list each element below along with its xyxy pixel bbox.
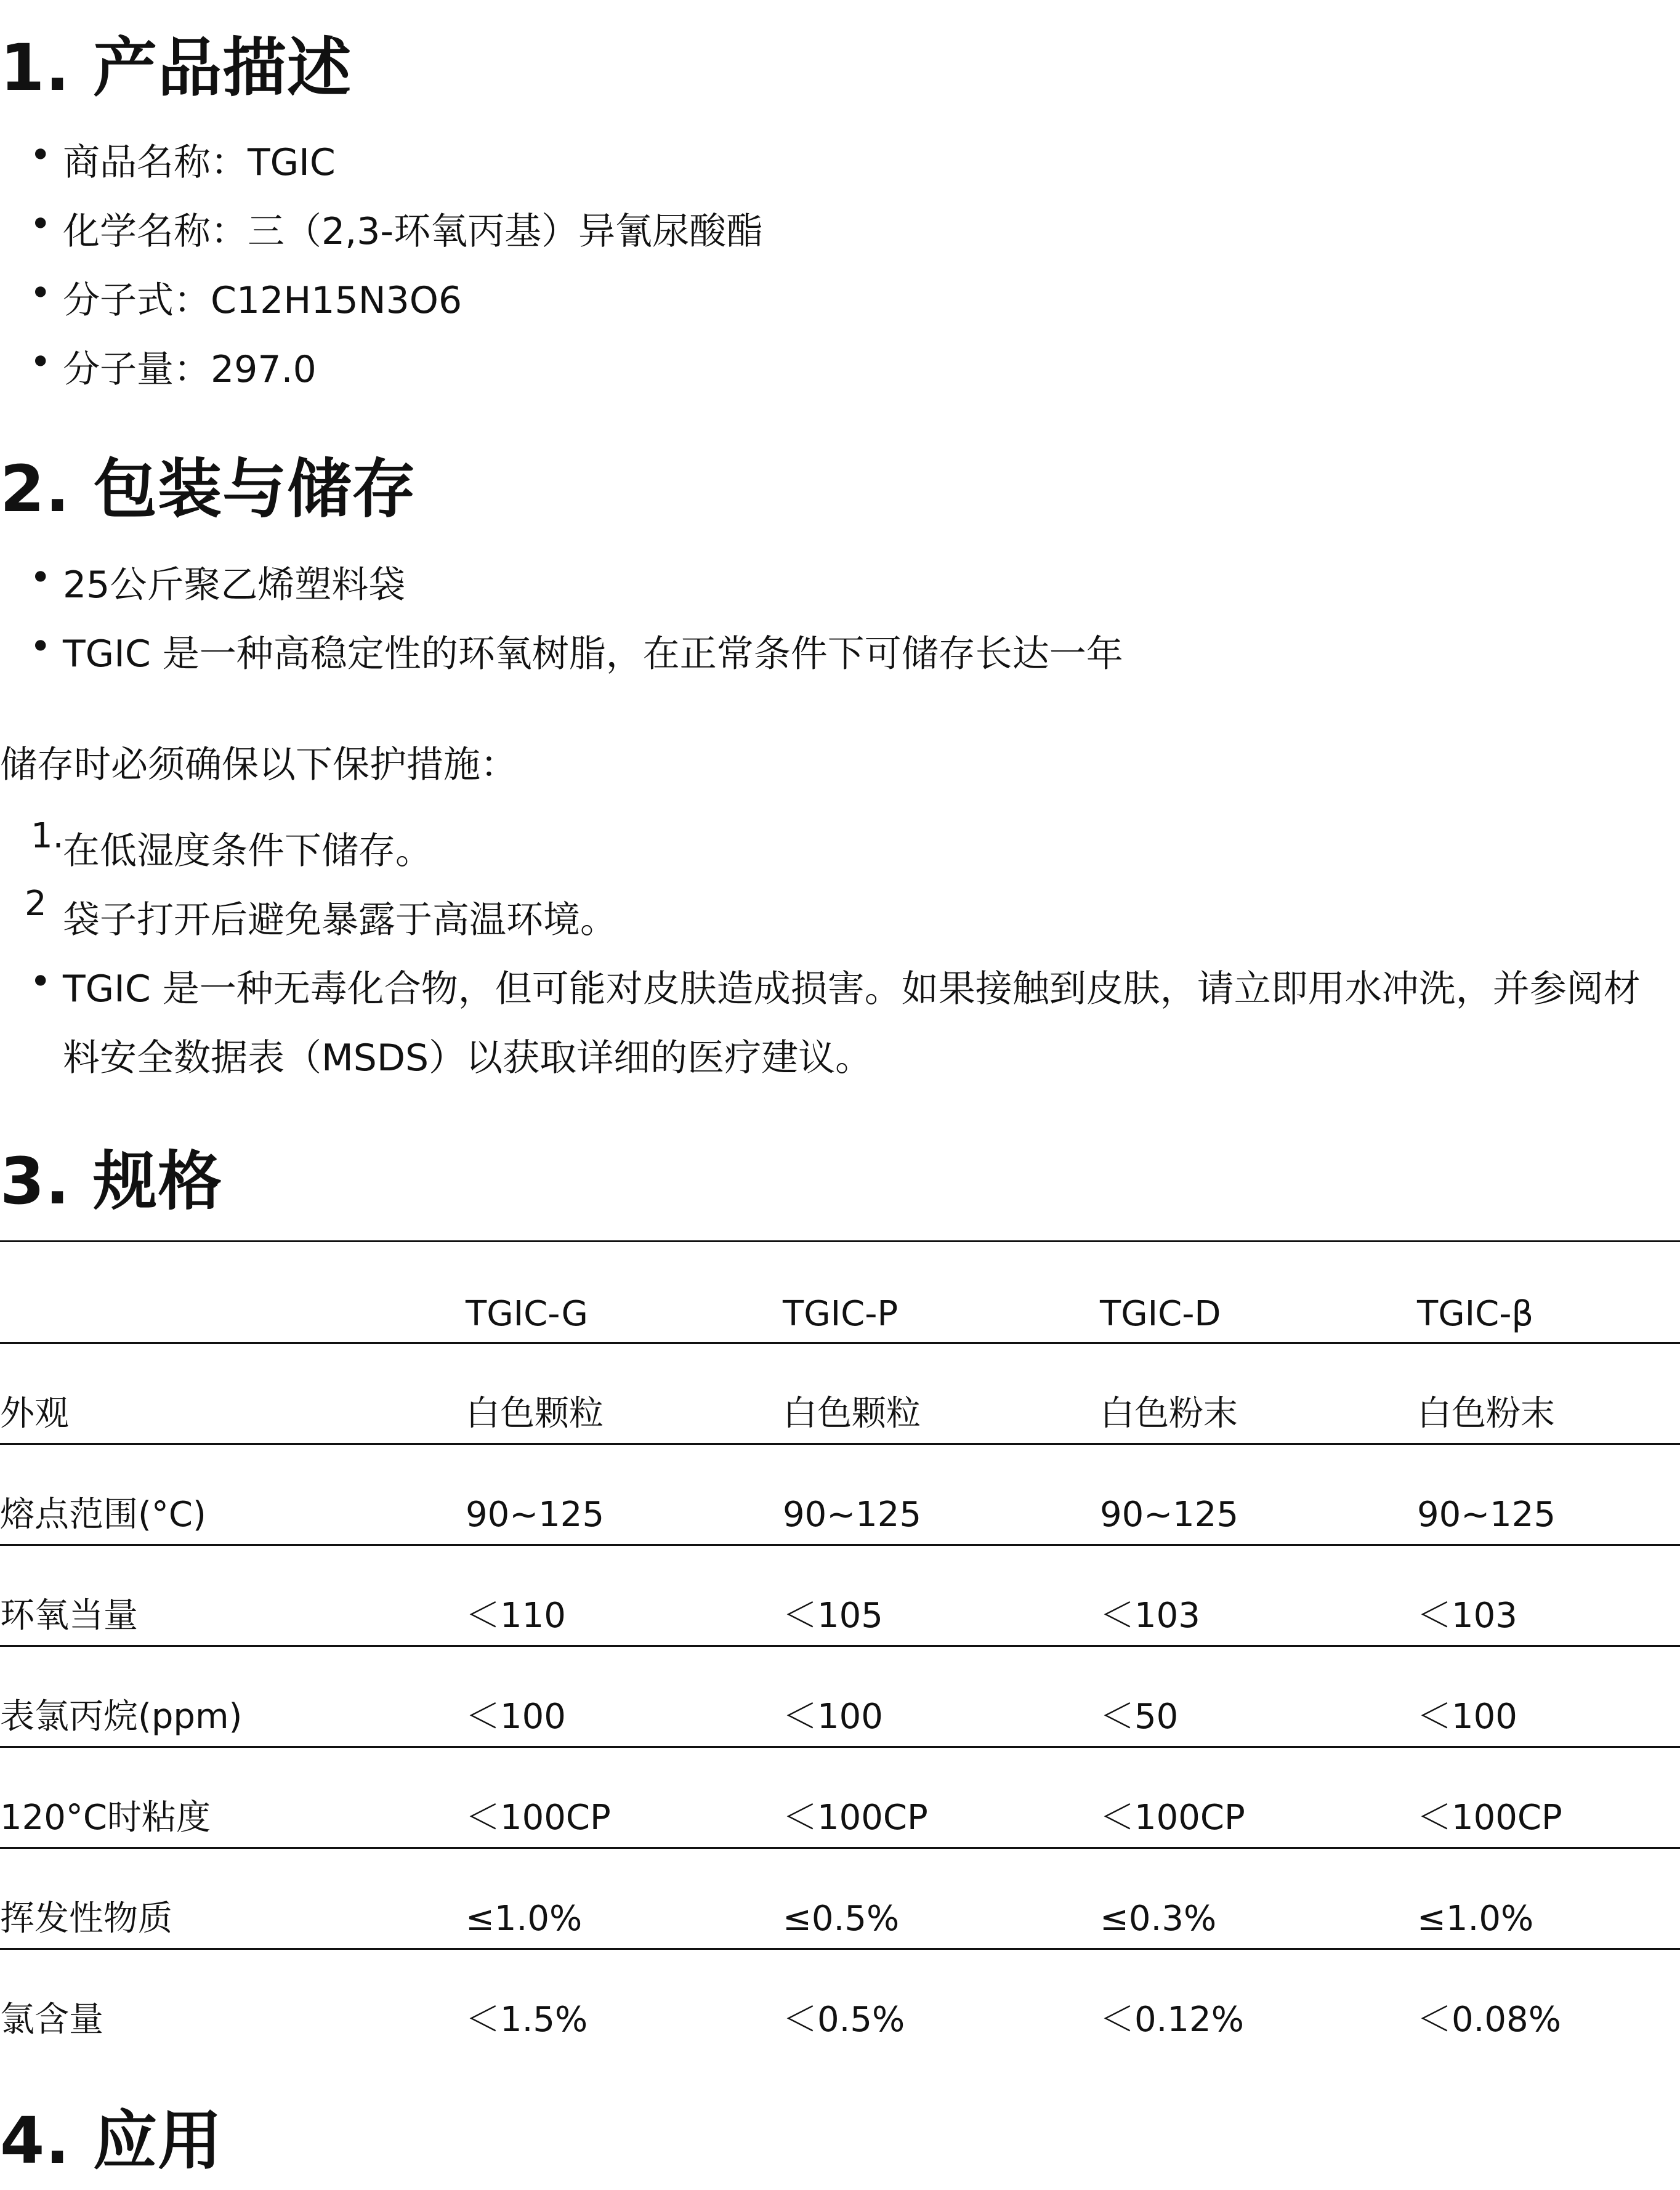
table-cell: ＜110 xyxy=(466,1596,566,1636)
table-cell: ≤1.0% xyxy=(466,1899,583,1939)
bullet-marker: • xyxy=(30,203,52,246)
table-cell: ＜100CP xyxy=(783,1798,928,1838)
storage-intro: 储存时必须确保以下保护措施： xyxy=(0,743,517,786)
table-cell: ＜100 xyxy=(783,1697,883,1737)
bullet-marker: • xyxy=(30,625,52,668)
section-heading-application: 4. 应用 xyxy=(0,2103,223,2178)
table-rule xyxy=(0,1544,1680,1546)
row-label: 表氯丙烷(ppm) xyxy=(0,1697,243,1737)
bullet-marker: • xyxy=(30,272,52,315)
description-item-weight: 分子量：297.0 xyxy=(63,348,317,391)
table-rule xyxy=(0,1240,1680,1242)
table-cell: ＜100 xyxy=(1417,1697,1517,1737)
table-cell: 白色粉末 xyxy=(1100,1394,1238,1434)
bullet-marker: • xyxy=(30,960,52,1003)
table-rule xyxy=(0,1948,1680,1950)
table-cell: ≤0.3% xyxy=(1100,1899,1217,1939)
table-cell: ＜1.5% xyxy=(466,2000,588,2040)
row-label: 熔点范围(°C) xyxy=(0,1495,206,1535)
table-rule xyxy=(0,1746,1680,1748)
table-cell: 90~125 xyxy=(783,1495,922,1535)
table-cell: ＜105 xyxy=(783,1596,883,1636)
packaging-item-bag: 25公斤聚乙烯塑料袋 xyxy=(63,564,406,607)
storage-step-heat: 袋子打开后避免暴露于高温环境。 xyxy=(63,899,617,942)
bullet-marker: • xyxy=(30,341,52,384)
table-cell: ＜100CP xyxy=(1100,1798,1245,1838)
step-marker: 1. xyxy=(31,816,64,856)
table-rule xyxy=(0,1443,1680,1445)
table-cell: ＜0.08% xyxy=(1417,2000,1561,2040)
bullet-marker: • xyxy=(30,556,52,599)
table-cell: ＜100 xyxy=(466,1697,566,1737)
description-item-formula: 分子式：C12H15N3O6 xyxy=(63,279,462,322)
table-rule xyxy=(0,1342,1680,1344)
table-cell: ＜0.5% xyxy=(783,2000,905,2040)
table-cell: ＜103 xyxy=(1100,1596,1200,1636)
row-label: 氯含量 xyxy=(0,2000,103,2040)
table-cell: ＜100CP xyxy=(466,1798,611,1838)
table-cell: 白色颗粒 xyxy=(783,1394,921,1434)
table-cell: 白色粉末 xyxy=(1417,1394,1555,1434)
step-marker: 2 xyxy=(25,884,47,924)
section-heading-packaging: 2. 包装与储存 xyxy=(0,451,417,527)
safety-note: TGIC 是一种无毒化合物，但可能对皮肤造成损害。如果接触到皮肤，请立即用水冲洗，并参阅材料安全数据表（MSDS）以获取详细的医疗建议。 xyxy=(63,968,1641,1080)
bullet-marker: • xyxy=(30,134,52,177)
row-label: 外观 xyxy=(0,1394,69,1434)
table-cell: ＜50 xyxy=(1100,1697,1179,1737)
description-item-name: 商品名称：TGIC xyxy=(63,141,336,184)
table-cell: ≤1.0% xyxy=(1417,1899,1534,1939)
table-cell: 90~125 xyxy=(466,1495,605,1535)
table-cell: 90~125 xyxy=(1417,1495,1556,1535)
table-cell: 90~125 xyxy=(1100,1495,1239,1535)
column-header: TGIC-D xyxy=(1100,1294,1221,1334)
column-header: TGIC-β xyxy=(1417,1294,1534,1334)
description-item-chemical: 化学名称：三（2,3-环氧丙基）异氰尿酸酯 xyxy=(63,210,764,253)
table-cell: 白色颗粒 xyxy=(466,1394,604,1434)
packaging-item-stability: TGIC 是一种高稳定性的环氧树脂，在正常条件下可储存长达一年 xyxy=(63,632,1123,676)
table-rule xyxy=(0,1645,1680,1647)
table-cell: ＜103 xyxy=(1417,1596,1517,1636)
row-label: 环氧当量 xyxy=(0,1596,138,1636)
table-cell: ＜0.12% xyxy=(1100,2000,1244,2040)
table-cell: ≤0.5% xyxy=(783,1899,900,1939)
table-rule xyxy=(0,1847,1680,1849)
column-header: TGIC-P xyxy=(783,1294,899,1334)
storage-step-humidity: 在低湿度条件下储存。 xyxy=(63,830,432,873)
row-label: 120°C时粘度 xyxy=(0,1798,211,1838)
column-header: TGIC-G xyxy=(466,1294,588,1334)
row-label: 挥发性物质 xyxy=(0,1899,172,1939)
section-heading-specs: 3. 规格 xyxy=(0,1144,223,1219)
table-cell: ＜100CP xyxy=(1417,1798,1562,1838)
section-heading-description: 1. 产品描述 xyxy=(0,30,352,105)
